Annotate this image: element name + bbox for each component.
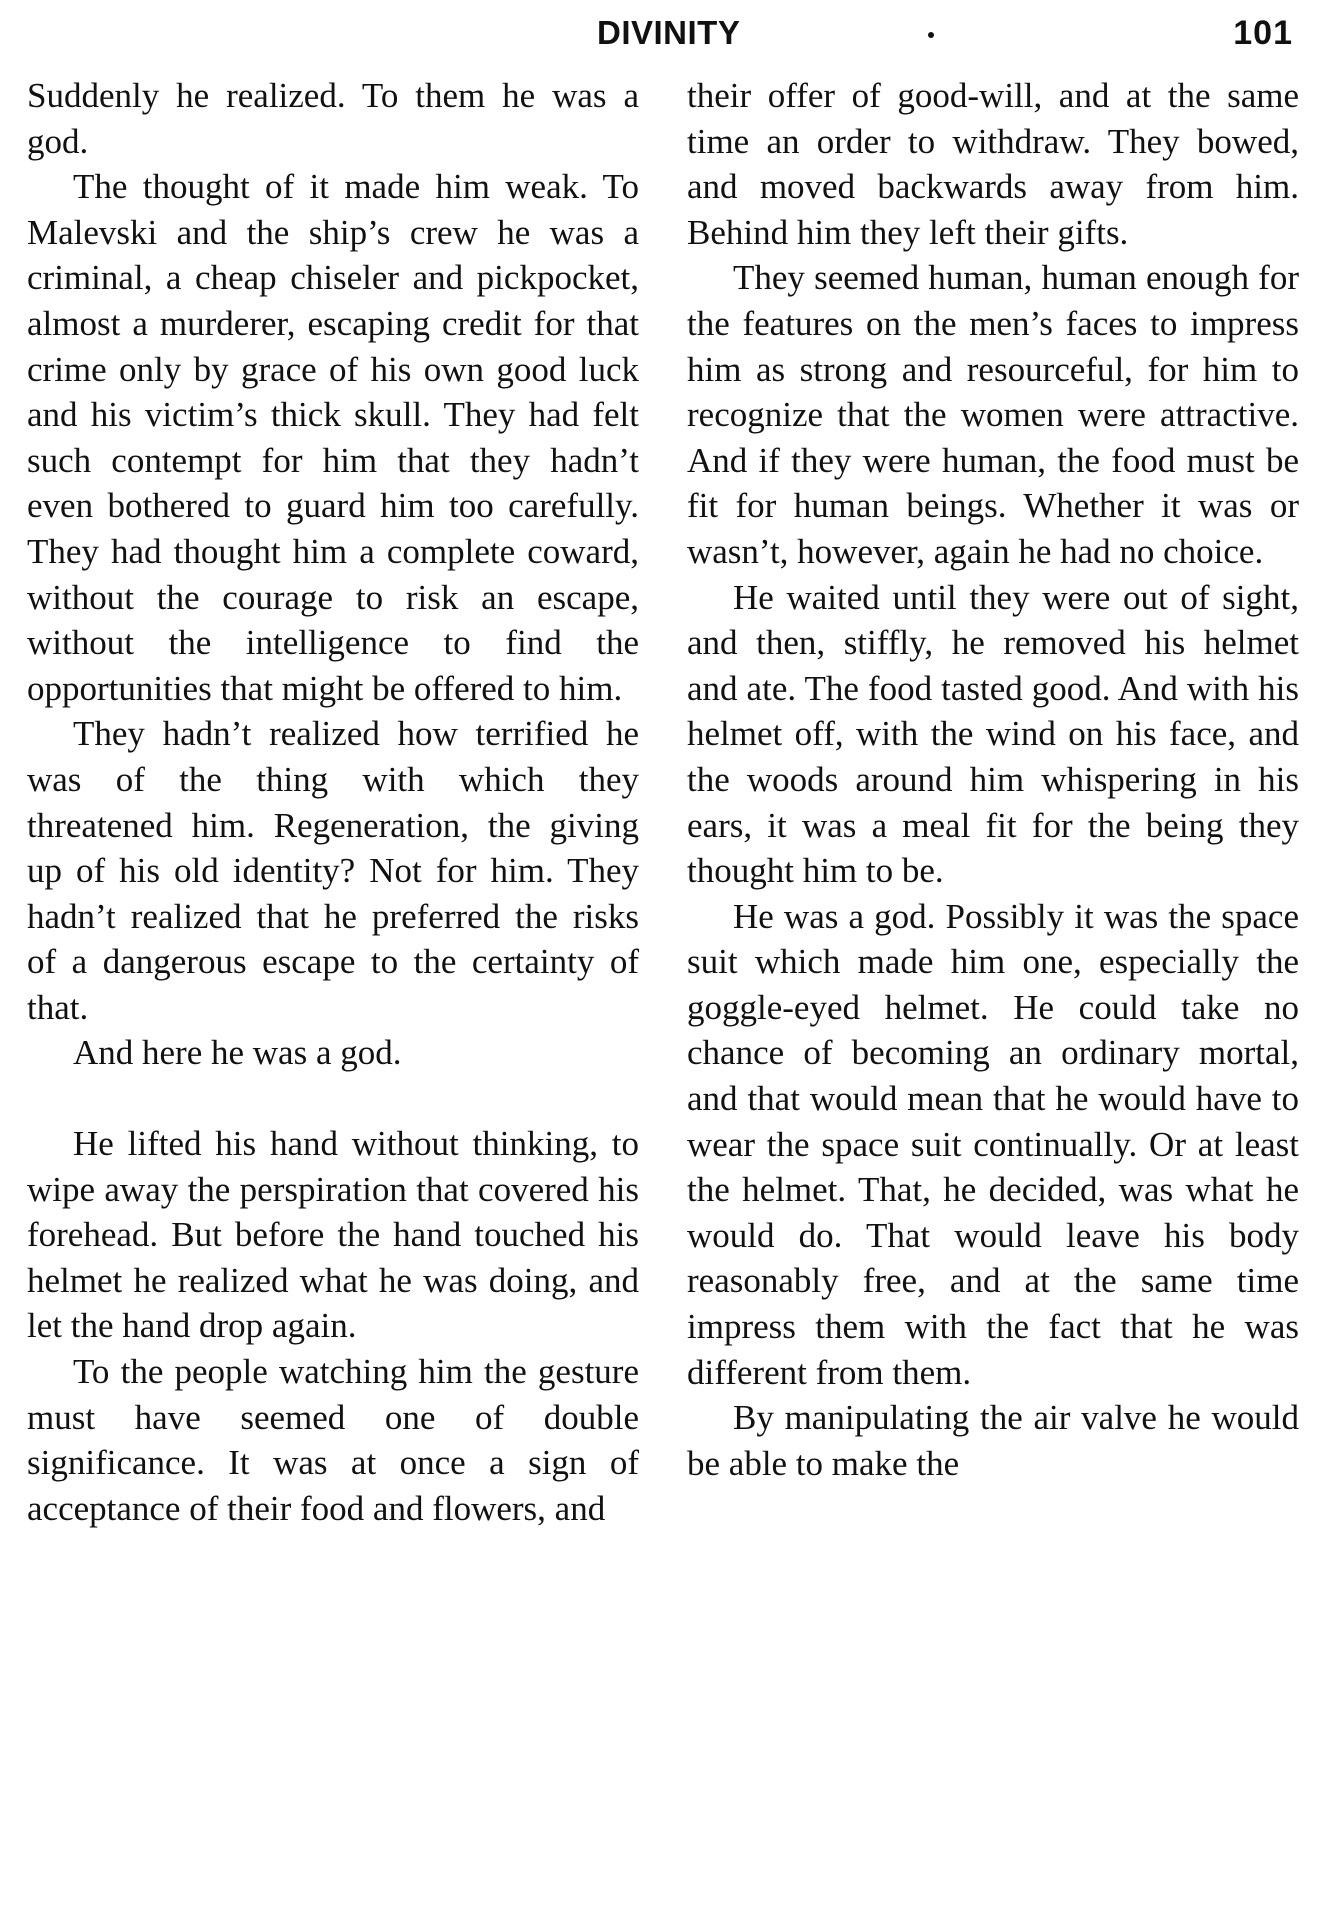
left-column: [27, 73, 639, 1531]
paragraph: To the people watching him the gesture must have seemed one of double significance. It was at once a sign of acceptance of their food and flowers, and: [27, 1352, 639, 1528]
header-dot: [928, 32, 934, 38]
paragraph: Suddenly he realized. To them he was a god.: [27, 76, 639, 161]
page-header: [0, 10, 1319, 60]
running-title: DIVINITY: [597, 14, 741, 51]
section-break: [27, 1076, 639, 1121]
paragraph: He was a god. Possibly it was the space suit which made him one, especially the goggle-eyed helmet. He could take no chance of becoming an ordinary mortal, and that would mean that he would have to wear the space suit continually. Or at least the helmet. That, he decided, was what he would do. That would leave his body reasonably free, and at the same time impress them with the fact that he was different from them.: [687, 896, 1299, 1392]
paragraph: The thought of it made him weak. To Malevski and the ship’s crew he was a criminal, a cheap chiseler and pickpocket, almost a murderer, escaping credit for that crime only by grace of his own good luck and his victim’s thick skull. They had felt such contempt for him that they hadn’t even bothered to guard him too carefully. They had thought him a complete coward, without the courage to risk an escape, without the intelligence to find the opportunities that might be offered to him.: [27, 167, 639, 708]
paragraph: By manipulating the air valve he would be able to make the: [687, 1398, 1299, 1483]
page-number: 101: [1233, 14, 1293, 52]
paragraph: their offer of good-will, and at the same time an order to withdraw. They bowed, and moved backwards away from him. Behind him they left their gifts.: [687, 76, 1299, 252]
paragraph: And here he was a god.: [73, 1033, 402, 1073]
paragraph: He lifted his hand without thinking, to wipe away the perspiration that covered his forehead. But before the hand touched his helmet he realized what he was doing, and let the hand drop again.: [27, 1124, 639, 1346]
paragraph: He waited until they were out of sight, and then, stiffly, he removed his helmet and ate. The food tasted good. And with his helmet off, with the wind on his face, and the woods around him whispering in his ears, it was a meal fit for the being they thought him to be.: [687, 577, 1299, 891]
paragraph: They seemed human, human enough for the features on the men’s faces to impress him as strong and resourceful, for him to recognize that the women were attractive. And if they were human, the food must be fit for human beings. Whether it was or wasn’t, however, again he had no choice.: [687, 258, 1299, 571]
right-column: [687, 73, 1299, 1486]
paragraph: They hadn’t realized how terrified he was of the thing with which they threatened him. Regeneration, the giving up of his old identity? Not for him. They hadn’t realized that he preferred the risks of a dangerous escape to the certainty of that.: [27, 714, 639, 1027]
